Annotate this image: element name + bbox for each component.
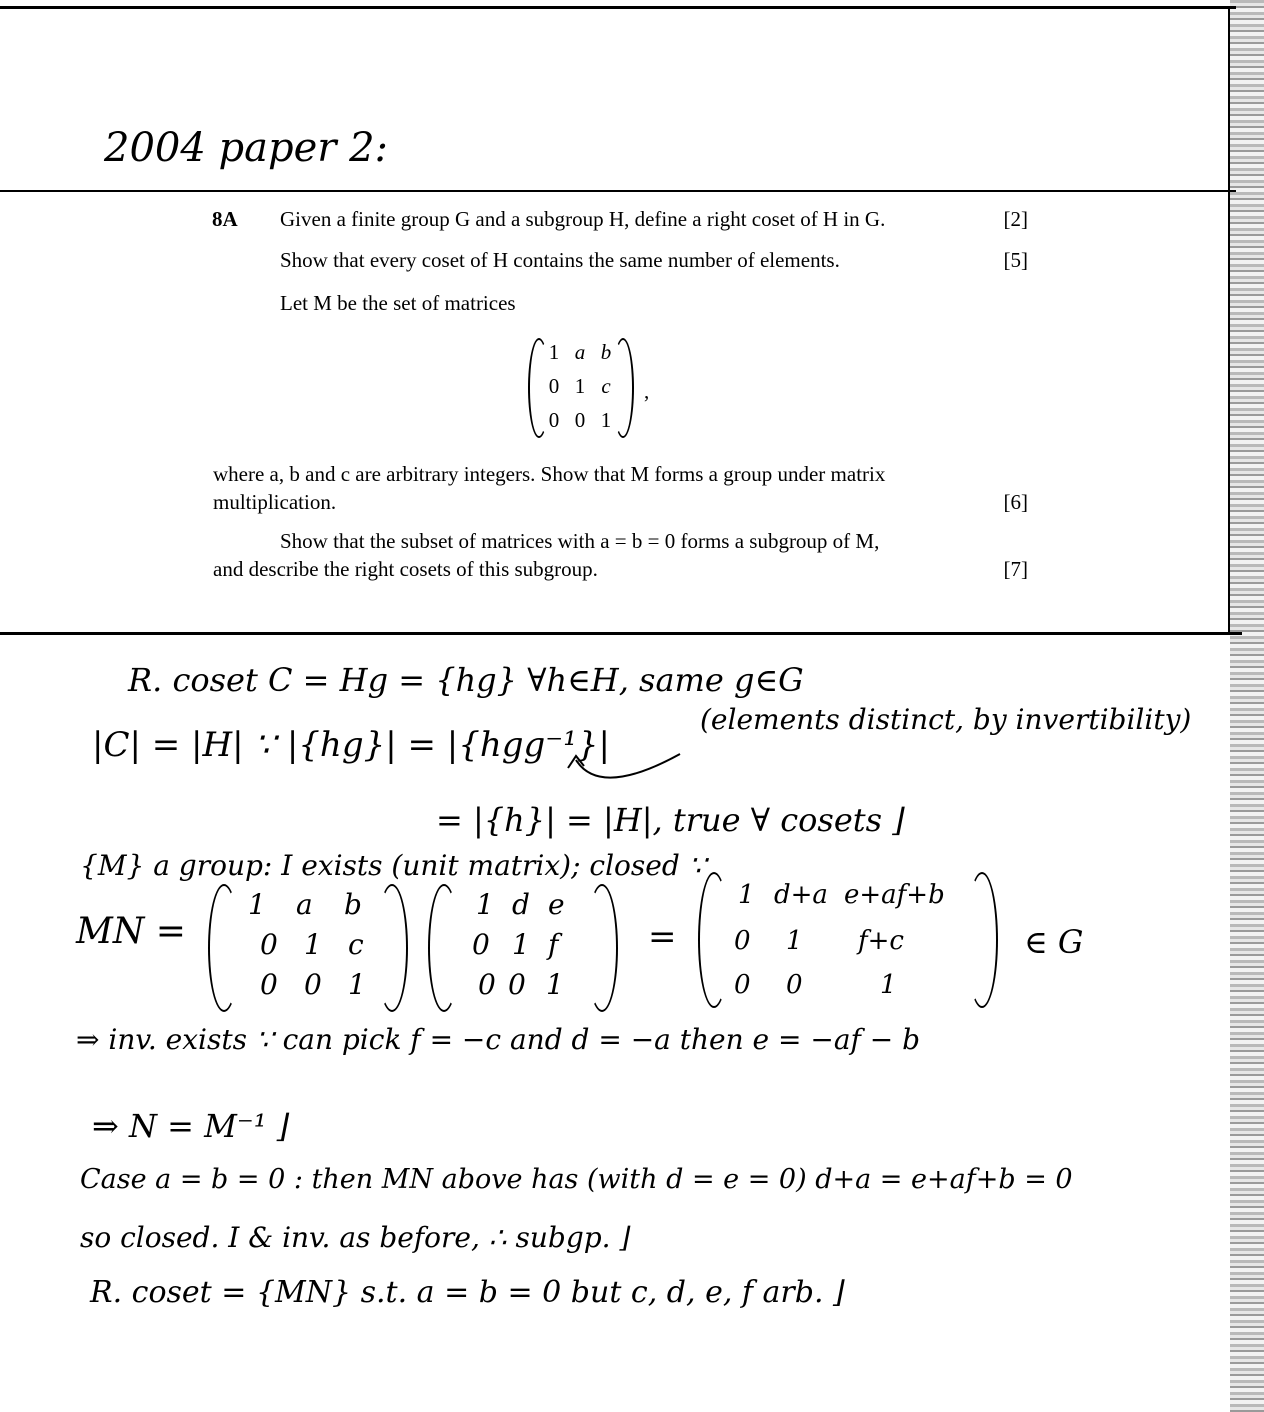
matrix-product-cell: 0 xyxy=(734,926,751,956)
matrix-product-right-paren xyxy=(966,872,998,1008)
matrix-cell: 0 xyxy=(574,408,586,432)
right-border xyxy=(1228,8,1230,632)
header-divider xyxy=(0,190,1236,192)
question-part2: Show that every coset of H contains the same number of elements. xyxy=(280,248,840,272)
matrix-product-cell: 0 xyxy=(786,970,803,1000)
matrix-cell: 1 xyxy=(548,340,560,364)
matrix-n-left-paren xyxy=(428,884,460,1012)
in-g-label: ∈ G xyxy=(1024,923,1084,961)
matrix-m-cell: c xyxy=(348,928,364,961)
matrix-m xyxy=(208,884,408,1008)
matrix-n-cell: f xyxy=(548,928,559,961)
answer-line8: so closed. I & inv. as before, ∴ subgp. ⌋ xyxy=(80,1221,631,1254)
matrix-m-cell: 1 xyxy=(304,928,322,961)
top-rule xyxy=(0,6,1236,9)
answer-line2-note: (elements distinct, by invertibility) xyxy=(700,703,1192,736)
mn-label: MN = xyxy=(76,911,186,952)
question-part4-line1: Show that the subset of matrices with a = b = 0 forms a subgroup of M, xyxy=(280,529,880,553)
answer-line3: = |{h}| = |H|, true ∀ cosets ⌋ xyxy=(436,801,905,839)
question-divider xyxy=(0,632,1242,635)
question-part3-line1: where a, b and c are arbitrary integers. Show that M forms a group under matrix xyxy=(213,462,886,486)
matrix-n-cell: 0 xyxy=(478,968,496,1001)
matrix-cell: 1 xyxy=(600,408,612,432)
matrix-product xyxy=(698,868,998,1008)
cancel-arrow-icon xyxy=(560,748,700,798)
matrix-product-cell: d+a xyxy=(774,880,828,910)
matrix-n-cell: e xyxy=(548,888,565,921)
answer-line2: |C| = |H| ∵ |{hg}| = |{hgg⁻¹}| xyxy=(92,725,610,765)
matrix-product-cell: 1 xyxy=(786,926,803,956)
matrix-n-cell: d xyxy=(512,888,530,921)
matrix-cell: a xyxy=(574,340,586,364)
matrix-m-left-paren xyxy=(208,884,240,1012)
question-part1: Given a finite group G and a subgroup H, define a right coset of H in G. xyxy=(280,207,886,231)
matrix-product-cell: e+af+b xyxy=(844,880,945,910)
matrix-m-right-paren xyxy=(376,884,408,1012)
matrix-m-cell: 0 xyxy=(260,928,278,961)
matrix-m-cell: 1 xyxy=(348,968,366,1001)
question-part4-line2: and describe the right cosets of this subgroup. xyxy=(213,557,598,581)
question-part3-line2: multiplication. xyxy=(213,490,337,514)
answer-line6: ⇒ N = M⁻¹ ⌋ xyxy=(92,1107,290,1145)
matrix-n-cell: 1 xyxy=(546,968,564,1001)
matrix-m-cell: b xyxy=(344,888,362,921)
matrix-n-right-paren xyxy=(586,884,618,1012)
answer-line9: R. coset = {MN} s.t. a = b = 0 but c, d, e, f arb. ⌋ xyxy=(90,1275,845,1310)
part1-marks: [2] xyxy=(1003,207,1028,231)
matrix-n xyxy=(428,884,618,1008)
printed-matrix xyxy=(528,338,638,434)
matrix-n-cell: 0 xyxy=(508,968,526,1001)
answer-line4: {M} a group: I exists (unit matrix); closed ∵ xyxy=(80,849,707,882)
question-number: 8A xyxy=(212,207,238,231)
part4-marks: [7] xyxy=(1003,557,1028,581)
matrix-cell: b xyxy=(600,340,612,364)
matrix-cell: c xyxy=(601,374,611,398)
matrix-n-cell: 1 xyxy=(476,888,494,921)
matrix-m-cell: 1 xyxy=(248,888,266,921)
matrix-m-cell: 0 xyxy=(304,968,322,1001)
answer-line1: R. coset C = Hg = {hg} ∀h∈H, same g∈G xyxy=(128,661,804,699)
matrix-product-cell: 1 xyxy=(880,970,897,1000)
matrix-product-cell: 0 xyxy=(734,970,751,1000)
matrix-product-cell: 1 xyxy=(738,880,755,910)
answer-line5: ⇒ inv. exists ∵ can pick f = −c and d = −a then e = −af − b xyxy=(76,1023,921,1056)
page-title: 2004 paper 2: xyxy=(104,125,389,171)
matrix-n-cell: 1 xyxy=(512,928,530,961)
matrix-n-cell: 0 xyxy=(472,928,490,961)
matrix-m-cell: a xyxy=(296,888,313,921)
matrix-product-cell: f+c xyxy=(858,926,904,956)
scanner-edge-strip xyxy=(1230,0,1264,1412)
matrix-cell: 0 xyxy=(548,374,560,398)
matrix-cell: 1 xyxy=(574,374,586,398)
answer-line7: Case a = b = 0 : then MN above has (with d = e = 0) d+a = e+af+b = 0 xyxy=(80,1164,1073,1195)
matrix-trailer: , xyxy=(644,379,650,403)
part2-marks: [5] xyxy=(1003,248,1028,272)
matrix-m-cell: 0 xyxy=(260,968,278,1001)
matrix-product-left-paren xyxy=(698,872,730,1008)
question-part3-intro: Let M be the set of matrices xyxy=(280,291,516,315)
product-equals: = xyxy=(648,917,677,957)
part3-marks: [6] xyxy=(1003,490,1028,514)
matrix-cell: 0 xyxy=(548,408,560,432)
